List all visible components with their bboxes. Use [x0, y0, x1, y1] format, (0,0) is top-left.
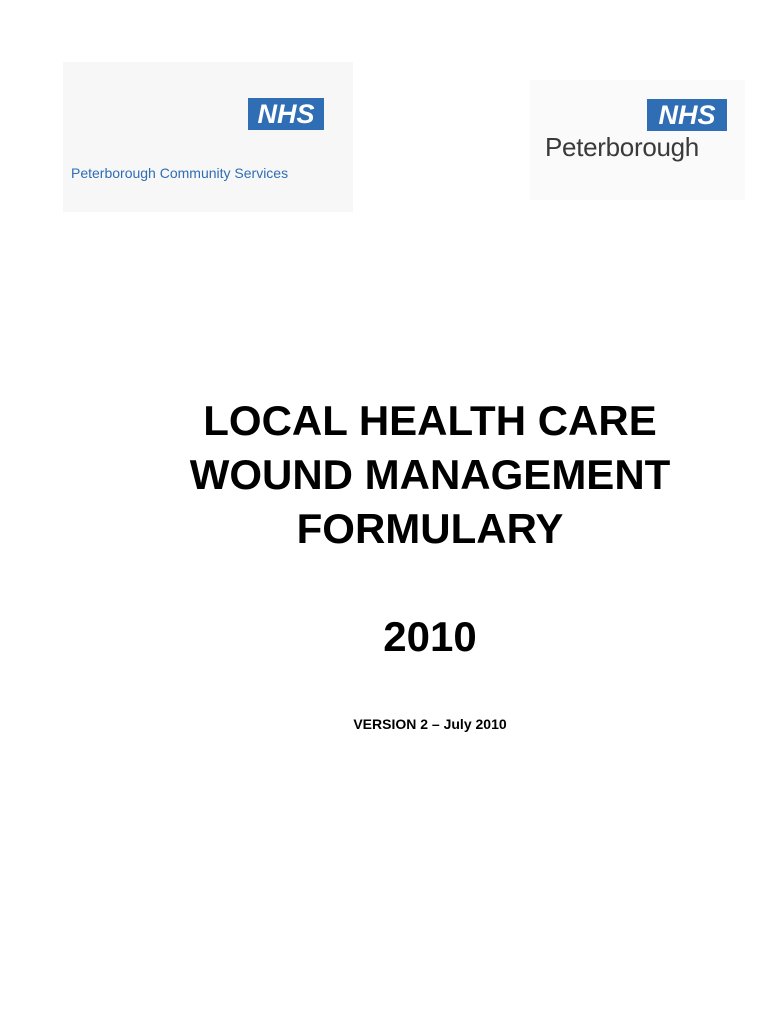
org-name-left: Peterborough Community Services [71, 165, 289, 181]
version-label: VERSION 2 – July 2010 [353, 716, 507, 732]
nhs-badge-left: NHS [248, 98, 324, 130]
document-title [115, 394, 745, 556]
logo-nhs-peterborough [530, 80, 745, 200]
nhs-badge-right: NHS [647, 99, 727, 131]
logo-peterborough-community-services [63, 62, 353, 212]
document-year: 2010 [383, 613, 477, 660]
org-name-right: Peterborough [545, 132, 699, 162]
title-line-3: FORMULARY [296, 505, 564, 552]
title-line-2: WOUND MANAGEMENT [189, 451, 671, 498]
title-line-1: LOCAL HEALTH CARE [203, 397, 657, 444]
